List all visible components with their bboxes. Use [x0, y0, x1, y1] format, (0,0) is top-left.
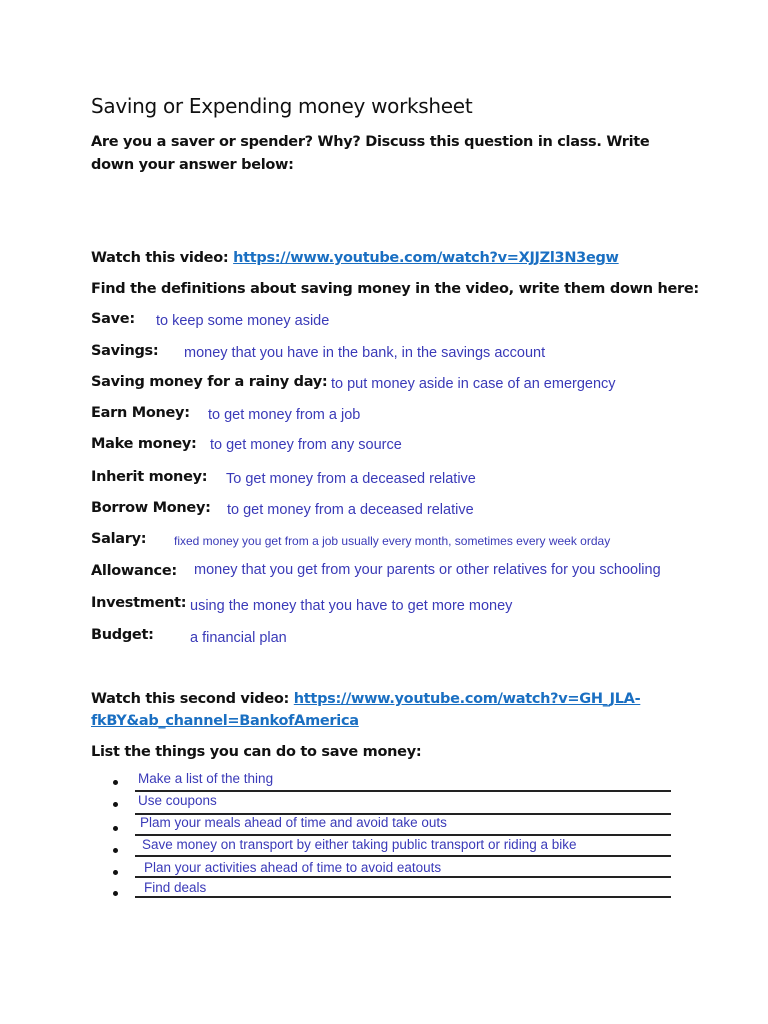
bullet-icon — [113, 870, 118, 875]
term-answer[interactable]: fixed money you get from a job usually every month, sometimes every week orday — [174, 534, 611, 548]
answer-line — [135, 834, 671, 836]
answer-line — [135, 855, 671, 857]
term-label: Make money: — [91, 436, 197, 452]
list-item[interactable]: Save money on transport by either taking public transport or riding a bike — [142, 837, 577, 852]
list-item[interactable]: Find deals — [144, 880, 207, 895]
term-label: Savings: — [91, 343, 159, 359]
answer-line — [135, 790, 671, 792]
term-label: Save: — [91, 311, 135, 327]
term-answer[interactable]: To get money from a deceased relative — [226, 471, 476, 487]
bullet-icon — [113, 802, 118, 807]
term-answer[interactable]: to get money from any source — [210, 437, 402, 453]
term-answer[interactable]: to keep some money aside — [156, 313, 330, 329]
bullet-icon — [113, 848, 118, 853]
list-item[interactable]: Make a list of the thing — [138, 771, 274, 786]
list-prompt: List the things you can do to save money: — [91, 744, 422, 760]
answer-line — [135, 896, 671, 898]
list-item[interactable]: Plan your activities ahead of time to avoid eatouts — [144, 860, 442, 875]
term-label: Saving money for a rainy day: — [91, 374, 328, 390]
answer-line — [135, 876, 671, 878]
term-answer[interactable]: using the money that you have to get more money — [190, 598, 513, 614]
definitions-prompt: Find the definitions about saving money in the video, write them down here: — [91, 281, 699, 297]
term-answer[interactable]: a financial plan — [190, 630, 287, 646]
term-label: Borrow Money: — [91, 500, 211, 516]
term-answer[interactable]: to get money from a job — [208, 407, 361, 423]
bullet-icon — [113, 826, 118, 831]
video2-line — [91, 688, 640, 711]
term-label: Budget: — [91, 627, 154, 643]
term-label: Earn Money: — [91, 405, 190, 421]
term-answer[interactable]: to put money aside in case of an emergency — [331, 376, 616, 392]
video1-label: Watch this video: — [91, 250, 234, 266]
video2-link[interactable]: https://www.youtube.com/watch?v=GH_JLA- — [293, 691, 641, 707]
video1-line — [91, 247, 619, 270]
term-answer[interactable]: to get money from a deceased relative — [227, 502, 474, 518]
list-item[interactable]: Plam your meals ahead of time and avoid take outs — [140, 815, 447, 830]
list-item[interactable]: Use coupons — [138, 793, 217, 808]
bullet-icon — [113, 891, 118, 896]
bullet-icon — [113, 780, 118, 785]
term-answer[interactable]: money that you have in the bank, in the savings account — [184, 345, 546, 361]
page-title: Saving or Expending money worksheet — [91, 94, 473, 118]
term-label: Salary: — [91, 531, 147, 547]
term-label: Inherit money: — [91, 469, 208, 485]
term-label: Investment: — [91, 595, 187, 611]
video2-link-continued[interactable]: fkBY&ab_channel=BankofAmerica — [91, 713, 359, 729]
video2-label: Watch this second video: — [91, 691, 294, 707]
term-answer[interactable]: money that you get from your parents or other relatives for you schooling — [194, 562, 661, 578]
question-text: Are you a saver or spender? Why? Discuss this question in class. Write down your answer below: — [91, 134, 650, 173]
term-label: Allowance: — [91, 563, 177, 579]
video1-link[interactable]: https://www.youtube.com/watch?v=XJJZl3N3egw — [233, 250, 619, 266]
